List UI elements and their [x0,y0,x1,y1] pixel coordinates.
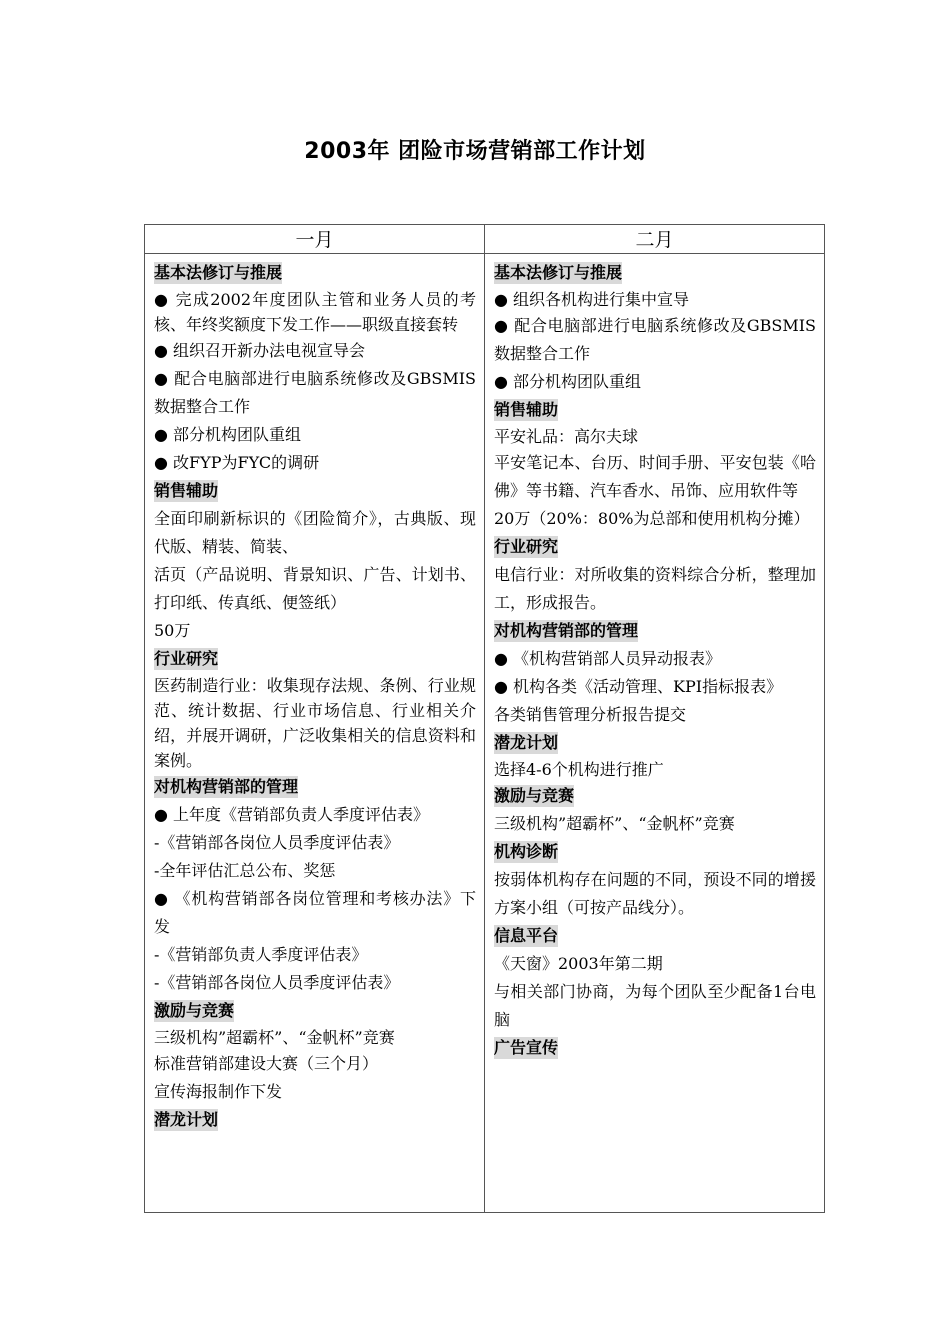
list-item: ● 组织召开新办法电视宣导会 [154,341,366,360]
section-heading: 机构诊断 [494,842,559,861]
page-title: 2003年 团险市场营销部工作计划 [304,139,646,164]
section-heading: 激励与竞赛 [154,1001,235,1020]
list-item: 电信行业：对所收集的资料综合分析，整理加工，形成报告。 [494,565,816,612]
list-item: 与相关部门协商，为每个团队至少配备1台电脑 [494,982,816,1029]
february-column [494,259,816,1212]
list-item: -全年评估汇总公布、奖惩 [154,861,336,880]
list-item: 平安笔记本、台历、时间手册、平安包装《哈佛》等书籍、汽车香水、吊饰、应用软件等 [494,453,816,500]
section-heading: 销售辅助 [494,400,559,419]
list-item: 选择4-6个机构进行推广 [494,760,664,779]
list-item: 20万（20%：80%为总部和使用机构分摊） [494,509,810,528]
list-item: ● 部分机构团队重组 [154,425,302,444]
section-heading: 潜龙计划 [154,1110,219,1129]
list-item: 50万 [154,621,191,640]
list-item: ● 机构各类《活动管理、KPI指标报表》 [494,677,783,696]
list-item: ● 部分机构团队重组 [494,372,642,391]
list-item: ● 组织各机构进行集中宣导 [494,290,690,309]
list-item: -《营销部负责人季度评估表》 [154,945,368,964]
list-item: -《营销部各岗位人员季度评估表》 [154,973,400,992]
list-item: 标准营销部建设大赛（三个月） [154,1054,379,1073]
list-item: 《天窗》2003年第二期 [494,954,663,973]
list-item: 各类销售管理分析报告提交 [494,705,687,724]
list-item: 全面印刷新标识的《团险简介》，古典版、现代版、精装、简装、 [154,509,476,556]
section-heading: 广告宣传 [494,1038,559,1057]
list-item: ● 改FYP为FYC的调研 [154,453,320,472]
section-heading: 对机构营销部的管理 [154,777,299,796]
section-heading: 潜龙计划 [494,733,559,752]
list-item: 三级机构”超霸杯”、“金帆杯”竞赛 [154,1028,395,1047]
list-item: 医药制造行业：收集现存法规、条例、行业规范、统计数据、行业市场信息、行业相关介绍，并展开调研，广泛收集相关的信息资料和案例。 [154,676,476,770]
work-plan-table [144,224,825,1213]
list-item: 宣传海报制作下发 [154,1082,283,1101]
list-item: 平安礼品：高尔夫球 [494,427,639,446]
section-heading: 基本法修订与推展 [494,263,623,282]
column-header-february: 二月 [635,229,674,251]
list-item: -《营销部各岗位人员季度评估表》 [154,833,400,852]
list-item: 三级机构”超霸杯”、“金帆杯”竞赛 [494,814,735,833]
list-item: ● 上年度《营销部负责人季度评估表》 [154,805,430,824]
section-heading: 行业研究 [154,649,219,668]
section-heading: 信息平台 [494,926,559,945]
list-item: ● 完成2002年度团队主管和业务人员的考核、年终奖额度下发工作——职级直接套转 [154,290,476,334]
list-item: 活页（产品说明、背景知识、广告、计划书、打印纸、传真纸、便签纸） [154,565,476,612]
list-item: ● 配合电脑部进行电脑系统修改及GBSMIS数据整合工作 [494,316,816,363]
list-item: ● 配合电脑部进行电脑系统修改及GBSMIS数据整合工作 [154,369,476,416]
section-heading: 行业研究 [494,537,559,556]
section-heading: 销售辅助 [154,481,219,500]
list-item: ● 《机构营销部各岗位管理和考核办法》下发 [154,889,476,936]
list-item: 按弱体机构存在问题的不同，预设不同的增援方案小组（可按产品线分）。 [494,870,816,917]
column-header-january: 一月 [295,229,334,251]
list-item: ● 《机构营销部人员异动报表》 [494,649,722,668]
section-heading: 激励与竞赛 [494,786,575,805]
section-heading: 对机构营销部的管理 [494,621,639,640]
column-divider [484,225,485,1212]
section-heading: 基本法修订与推展 [154,263,283,282]
january-column [154,259,476,1212]
